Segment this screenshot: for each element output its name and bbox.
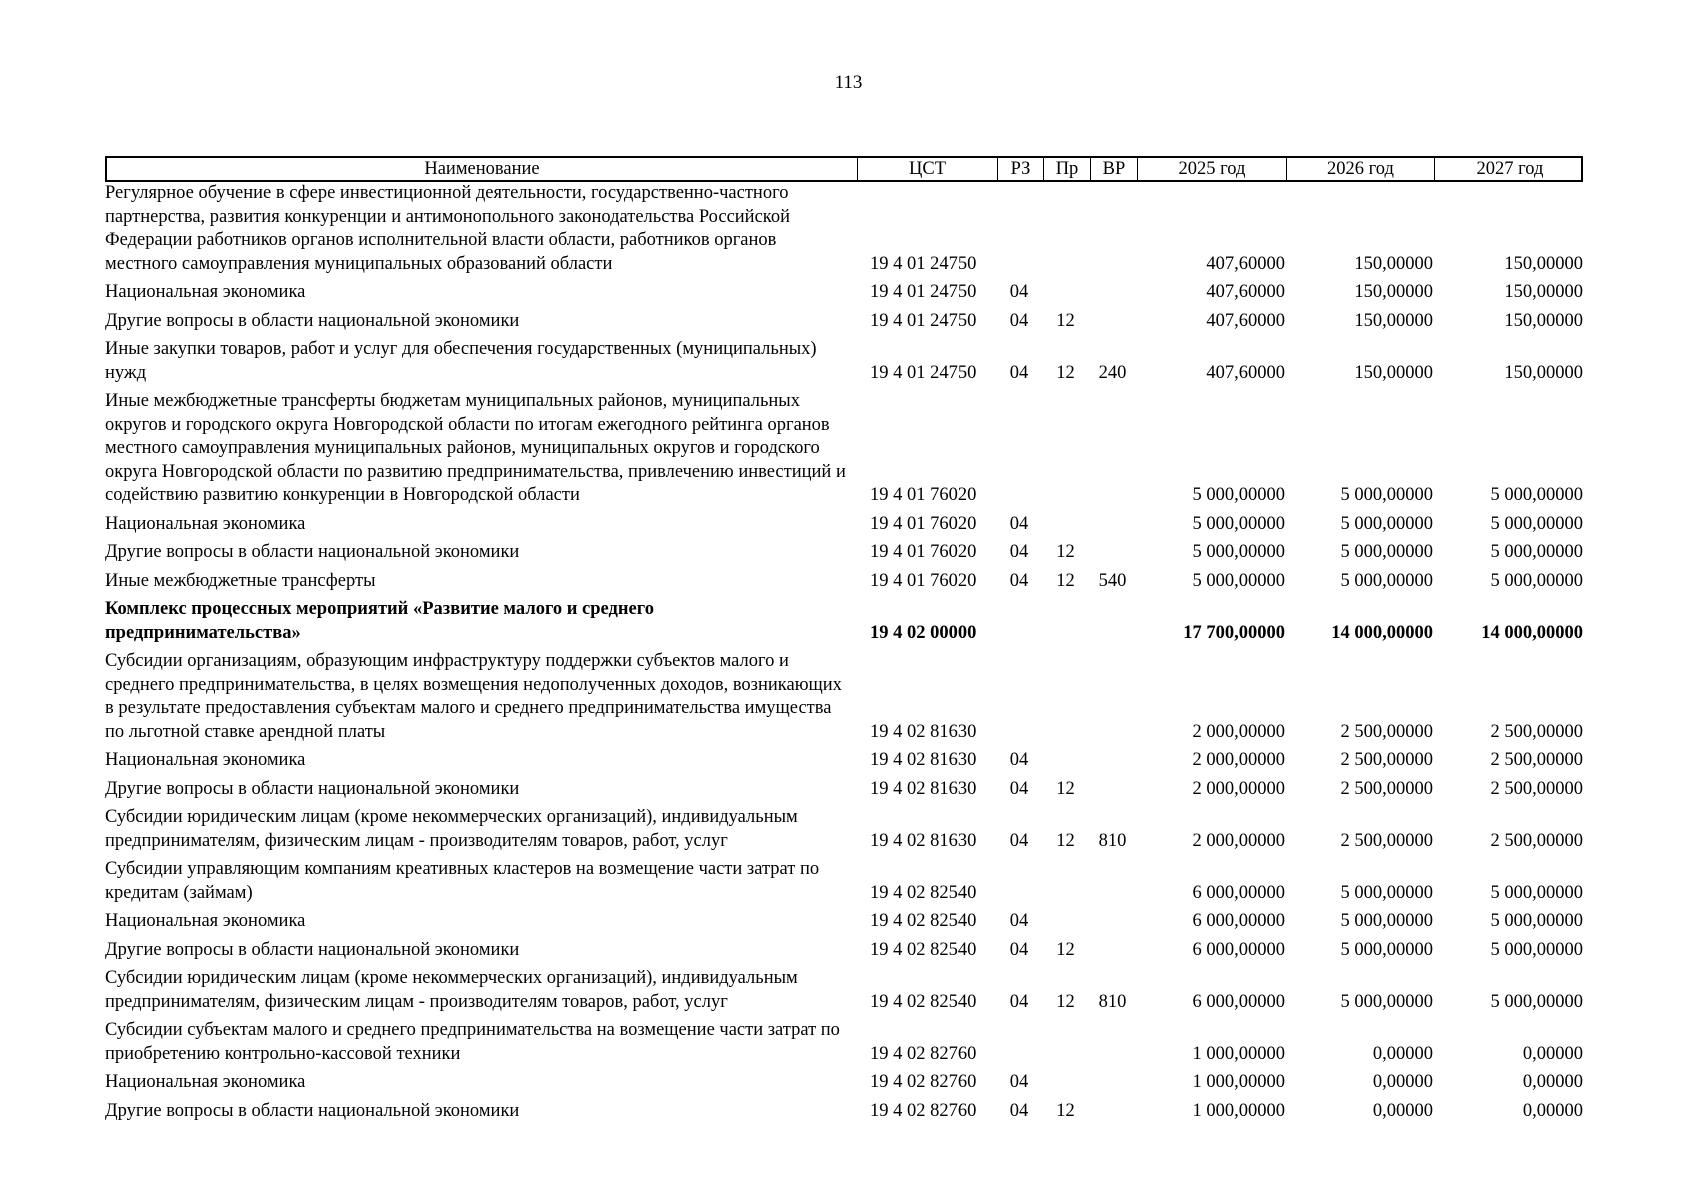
header-2027: 2027 год: [1476, 159, 1544, 179]
cell-rz: 04: [1009, 1072, 1029, 1092]
header-2025: 2025 год: [1138, 158, 1287, 180]
header-rz: РЗ: [998, 158, 1044, 180]
cell-name: Субсидии управляющим компаниям креативных кластеров на возмещение части затрат по кредитам (займам): [105, 859, 820, 903]
cell-cst: 19 4 02 82540: [870, 882, 977, 903]
cell-2027: 5 000,00000: [1490, 513, 1583, 534]
cell-name: Национальная экономика: [105, 282, 306, 302]
cell-2027: 5 000,00000: [1490, 485, 1583, 505]
cell-2027: 150,00000: [1504, 253, 1583, 274]
cell-rz: 04: [1009, 750, 1029, 770]
cell-2026: 2 500,00000: [1340, 721, 1433, 742]
cell-2026: 5 000,00000: [1340, 570, 1433, 591]
cell-2026: 5 000,00000: [1340, 542, 1433, 562]
cell-name: Другие вопросы в области национальной экономики: [105, 310, 520, 331]
cell-name: Национальная экономика: [105, 513, 306, 534]
cell-rz: 04: [1009, 1100, 1029, 1121]
cell-2026: 5 000,00000: [1340, 939, 1433, 960]
cell-rz: 04: [1009, 991, 1029, 1012]
cell-rz: 04: [1009, 513, 1029, 534]
cell-cst: 19 4 01 24750: [870, 253, 977, 274]
table-row: [105, 1100, 1583, 1129]
cell-rz: 04: [1009, 362, 1029, 383]
cell-2027: 5 000,00000: [1490, 939, 1583, 960]
cell-cst: 19 4 02 81630: [870, 750, 977, 770]
cell-2027: 2 500,00000: [1490, 750, 1583, 770]
cell-2027: 5 000,00000: [1490, 882, 1583, 903]
cell-2027: 5 000,00000: [1490, 911, 1583, 931]
table-row: [105, 1071, 1583, 1100]
cell-name: Субсидии субъектам малого и среднего предпринимательства на возмещение части затрат по приобретению контрольно-кассовой техники: [105, 1020, 840, 1064]
cell-2026: 2 500,00000: [1340, 778, 1433, 799]
cell-pr: 12: [1056, 542, 1075, 562]
cell-cst: 19 4 01 76020: [870, 542, 977, 562]
cell-2027: 150,00000: [1504, 362, 1583, 383]
table-row: [105, 778, 1583, 807]
table-row: [105, 310, 1583, 339]
table-row: [105, 182, 1583, 281]
table-row: [105, 598, 1583, 650]
cell-name: Субсидии организациям, образующим инфраструктуру поддержки субъектов малого и среднего предпринимательства, в целях возмещения недополученных доходов, возникающих в результате предоставления субъектам малого и среднего предпринимательства имущества по льготной ставке арендной платы: [105, 651, 842, 742]
cell-cst: 19 4 02 00000: [870, 622, 977, 643]
cell-rz: 04: [1009, 778, 1029, 799]
cell-2026: 150,00000: [1354, 282, 1433, 302]
cell-2025: 2 000,00000: [1192, 721, 1285, 742]
cell-2026: 5 000,00000: [1340, 911, 1433, 931]
cell-pr: 12: [1056, 939, 1075, 960]
cell-name: Другие вопросы в области национальной экономики: [105, 1100, 520, 1121]
cell-2025: 1 000,00000: [1192, 1043, 1285, 1064]
cell-cst: 19 4 01 24750: [870, 362, 977, 383]
cell-2025: 5 000,00000: [1192, 485, 1285, 505]
cell-cst: 19 4 02 81630: [870, 721, 977, 742]
cell-2027: 2 500,00000: [1490, 721, 1583, 742]
table-header: [105, 156, 1583, 182]
cell-pr: 12: [1056, 991, 1075, 1012]
table-row: [105, 1019, 1583, 1071]
cell-name: Другие вопросы в области национальной экономики: [105, 542, 520, 562]
table-row: [105, 806, 1583, 858]
table-row: [105, 910, 1583, 939]
cell-2025: 17 700,00000: [1183, 622, 1285, 643]
cell-cst: 19 4 01 24750: [870, 282, 977, 302]
cell-pr: 12: [1056, 830, 1075, 851]
cell-pr: 12: [1056, 1100, 1075, 1121]
cell-cst: 19 4 02 82540: [870, 911, 977, 931]
cell-2027: 5 000,00000: [1490, 570, 1583, 591]
cell-name: Национальная экономика: [105, 750, 306, 770]
cell-cst: 19 4 02 82540: [870, 939, 977, 960]
cell-name: Национальная экономика: [105, 1072, 306, 1092]
cell-cst: 19 4 01 76020: [870, 485, 977, 505]
cell-2025: 6 000,00000: [1192, 911, 1285, 931]
cell-2027: 5 000,00000: [1490, 991, 1583, 1012]
cell-2025: 2 000,00000: [1192, 750, 1285, 770]
cell-rz: 04: [1009, 911, 1029, 931]
cell-2025: 1 000,00000: [1192, 1100, 1285, 1121]
cell-2025: 407,60000: [1206, 310, 1285, 331]
cell-2027: 2 500,00000: [1490, 778, 1583, 799]
cell-2027: 150,00000: [1504, 282, 1583, 302]
cell-vr: 240: [1098, 362, 1127, 383]
cell-rz: 04: [1009, 939, 1029, 960]
cell-2026: 2 500,00000: [1340, 830, 1433, 851]
cell-2027: 0,00000: [1522, 1072, 1583, 1092]
cell-cst: 19 4 02 81630: [870, 830, 977, 851]
cell-2025: 5 000,00000: [1192, 542, 1285, 562]
table-row: [105, 967, 1583, 1019]
cell-rz: 04: [1009, 542, 1029, 562]
table-row: [105, 939, 1583, 968]
cell-2025: 407,60000: [1206, 362, 1285, 383]
cell-cst: 19 4 02 82760: [870, 1043, 977, 1064]
cell-2027: 150,00000: [1504, 310, 1583, 331]
cell-2026: 14 000,00000: [1331, 622, 1433, 643]
table-body: [105, 182, 1583, 1128]
table-row: [105, 390, 1583, 513]
cell-2025: 2 000,00000: [1192, 778, 1285, 799]
cell-2026: 150,00000: [1354, 253, 1433, 274]
cell-2026: 5 000,00000: [1340, 991, 1433, 1012]
table-row: [105, 858, 1583, 910]
table-row: [105, 281, 1583, 310]
cell-vr: 810: [1098, 991, 1127, 1012]
cell-cst: 19 4 02 82540: [870, 991, 977, 1012]
cell-name: Иные межбюджетные трансферты: [105, 570, 376, 591]
cell-2027: 2 500,00000: [1490, 830, 1583, 851]
cell-pr: 12: [1056, 778, 1075, 799]
cell-2025: 6 000,00000: [1192, 991, 1285, 1012]
cell-2025: 6 000,00000: [1192, 882, 1285, 903]
cell-name: Иные закупки товаров, работ и услуг для обеспечения государственных (муниципальных) нужд: [105, 339, 817, 383]
cell-2025: 407,60000: [1206, 253, 1285, 274]
cell-2026: 5 000,00000: [1340, 513, 1433, 534]
cell-2026: 150,00000: [1354, 362, 1433, 383]
table-row: [105, 338, 1583, 390]
cell-2025: 407,60000: [1206, 282, 1285, 302]
cell-cst: 19 4 02 81630: [870, 778, 977, 799]
cell-cst: 19 4 02 82760: [870, 1072, 977, 1092]
cell-2027: 14 000,00000: [1481, 622, 1583, 643]
cell-2025: 5 000,00000: [1192, 513, 1285, 534]
cell-2027: 5 000,00000: [1490, 542, 1583, 562]
cell-2025: 1 000,00000: [1192, 1072, 1285, 1092]
cell-2025: 6 000,00000: [1192, 939, 1285, 960]
cell-2027: 0,00000: [1522, 1100, 1583, 1121]
table-row: [105, 650, 1583, 749]
cell-2027: 0,00000: [1522, 1043, 1583, 1064]
cell-rz: 04: [1009, 830, 1029, 851]
budget-table: [105, 156, 1583, 1128]
cell-pr: 12: [1056, 570, 1075, 591]
cell-pr: 12: [1056, 310, 1075, 331]
cell-2026: 0,00000: [1372, 1072, 1433, 1092]
cell-name: Субсидии юридическим лицам (кроме некоммерческих организаций), индивидуальным предпринимателям, физическим лицам - производителям товаров, работ, услуг: [105, 807, 798, 851]
cell-2026: 0,00000: [1372, 1100, 1433, 1121]
table-row: [105, 513, 1583, 542]
table-row: [105, 749, 1583, 778]
cell-pr: 12: [1056, 362, 1075, 383]
header-cst: ЦСТ: [858, 158, 998, 180]
cell-name: Регулярное обучение в сфере инвестиционной деятельности, государственно-частного партнерства, развития конкуренции и антимонопольного законодательства Российской Федерации работников органов исполнительной власти области, работников органов местного самоуправления муниципальных образований области: [105, 183, 790, 274]
cell-2026: 2 500,00000: [1340, 750, 1433, 770]
cell-rz: 04: [1009, 310, 1029, 331]
cell-name: Иные межбюджетные трансферты бюджетам муниципальных районов, муниципальных округов и городского округа Новгородской области по итогам ежегодного рейтинга органов местного самоуправления муниципальных районов, муниципальных округов и городского округа Новгородской области по развитию предпринимательства, привлечению инвестиций и содействию развитию конкуренции в Новгородской области: [105, 391, 846, 505]
cell-2025: 5 000,00000: [1192, 570, 1285, 591]
cell-rz: 04: [1009, 282, 1029, 302]
header-pr: Пр: [1044, 158, 1091, 180]
cell-2026: 5 000,00000: [1340, 882, 1433, 903]
cell-name: Другие вопросы в области национальной экономики: [105, 778, 520, 799]
cell-vr: 540: [1098, 570, 1127, 591]
header-name: Наименование: [107, 158, 858, 180]
header-vr: ВР: [1091, 158, 1138, 180]
cell-2026: 0,00000: [1372, 1043, 1433, 1064]
cell-vr: 810: [1098, 830, 1127, 851]
cell-name: Другие вопросы в области национальной экономики: [105, 939, 520, 960]
page-number: 113: [834, 72, 863, 93]
cell-name: Национальная экономика: [105, 911, 306, 931]
cell-name: Комплекс процессных мероприятий «Развитие малого и среднего предпринимательства»: [105, 599, 654, 643]
cell-cst: 19 4 02 82760: [870, 1100, 977, 1121]
cell-rz: 04: [1009, 570, 1029, 591]
cell-2026: 5 000,00000: [1340, 485, 1433, 505]
cell-2025: 2 000,00000: [1192, 830, 1285, 851]
cell-cst: 19 4 01 76020: [870, 570, 977, 591]
cell-2026: 150,00000: [1354, 310, 1433, 331]
header-2026: 2026 год: [1287, 158, 1435, 180]
table-row: [105, 570, 1583, 599]
table-row: [105, 541, 1583, 570]
cell-name: Субсидии юридическим лицам (кроме некоммерческих организаций), индивидуальным предпринимателям, физическим лицам - производителям товаров, работ, услуг: [105, 968, 798, 1012]
cell-cst: 19 4 01 24750: [870, 310, 977, 331]
cell-cst: 19 4 01 76020: [870, 513, 977, 534]
